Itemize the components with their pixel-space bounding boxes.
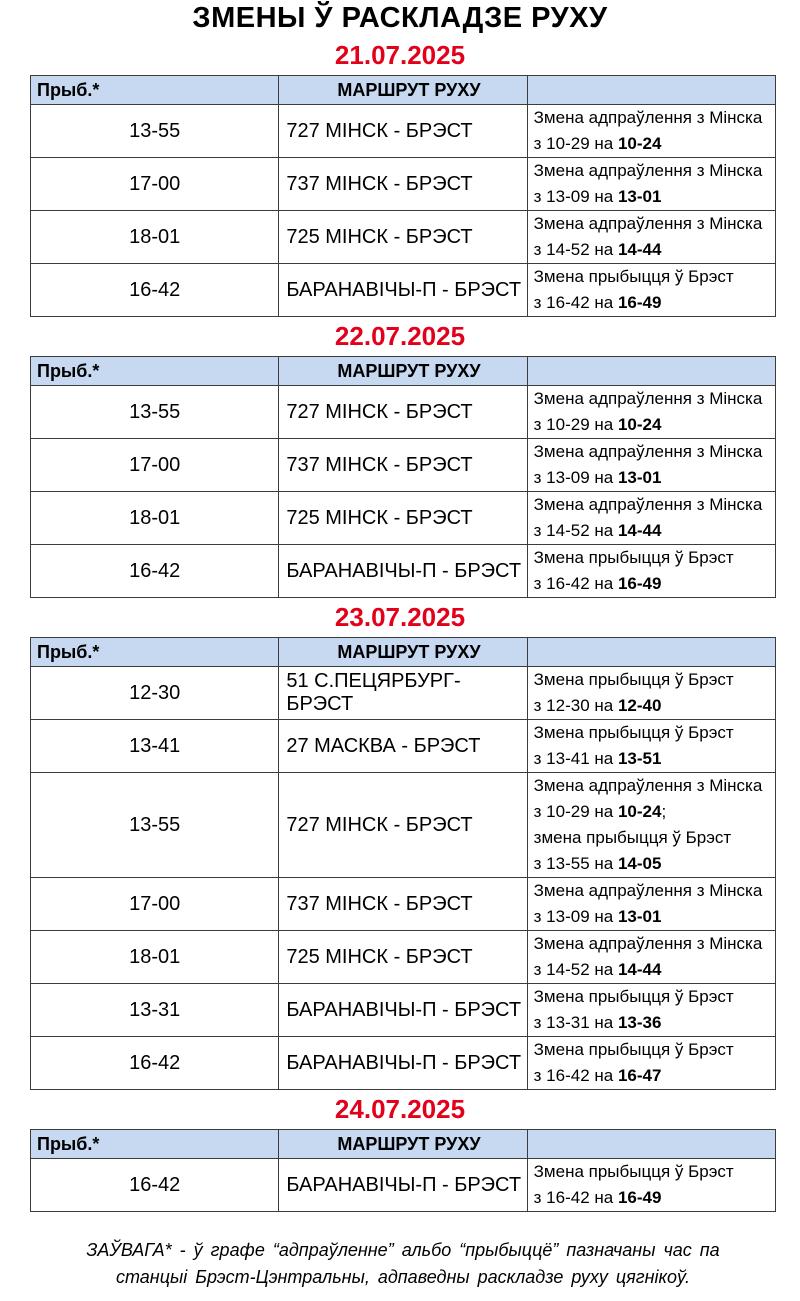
change-line xyxy=(534,465,775,491)
date-heading: 23.07.2025 xyxy=(334,602,466,632)
change-line xyxy=(534,720,775,746)
new-time: 16-49 xyxy=(617,293,662,312)
table-row xyxy=(31,158,776,211)
change-line xyxy=(534,386,775,412)
change-text: Змена адпраўлення з Мінска xyxy=(533,934,763,953)
change-line xyxy=(534,931,775,957)
date-heading: 21.07.2025 xyxy=(334,40,466,70)
change-text: Змена прыбыцця ў Брэст xyxy=(533,1040,734,1059)
table-row xyxy=(31,545,776,598)
change-line xyxy=(534,851,775,877)
change-description xyxy=(527,105,775,158)
new-time: 16-47 xyxy=(617,1066,662,1085)
route-name: 737 МІНСК - БРЭСТ xyxy=(279,878,527,931)
table-row xyxy=(31,264,776,317)
change-line xyxy=(534,799,775,825)
table-header-row xyxy=(31,76,776,105)
change-line xyxy=(534,158,775,184)
change-line xyxy=(534,984,775,1010)
change-description xyxy=(527,984,775,1037)
table-row xyxy=(31,931,776,984)
route-name: 725 МІНСК - БРЭСТ xyxy=(279,492,527,545)
footnote xyxy=(30,1237,776,1291)
arrival-time: 16-42 xyxy=(31,264,279,317)
arrival-time: 13-55 xyxy=(31,105,279,158)
change-line xyxy=(534,571,775,597)
change-text: з 10-29 на xyxy=(533,802,618,821)
table-header-row xyxy=(31,638,776,667)
header-arrival: Прыб.* xyxy=(31,76,279,105)
arrival-time: 16-42 xyxy=(31,1159,279,1212)
change-line xyxy=(534,1010,775,1036)
new-time: 10-24 xyxy=(617,415,662,434)
change-description xyxy=(527,773,775,878)
new-time: 10-24 xyxy=(617,134,662,153)
header-change xyxy=(527,76,775,105)
change-line xyxy=(534,492,775,518)
table-row xyxy=(31,386,776,439)
change-description xyxy=(527,211,775,264)
change-description xyxy=(527,492,775,545)
table-row xyxy=(31,439,776,492)
schedule-table xyxy=(30,637,776,1090)
route-name: 51 С.ПЕЦЯРБУРГ- БРЭСТ xyxy=(279,667,527,720)
change-line xyxy=(534,518,775,544)
change-text: Змена адпраўлення з Мінска xyxy=(533,881,763,900)
table-row xyxy=(31,1037,776,1090)
footnote-line-2: станцыі Брэст-Цэнтральны, адпаведны раскладзе руху цягнікоў. xyxy=(115,1267,691,1287)
table-row xyxy=(31,1159,776,1212)
change-line xyxy=(534,131,775,157)
change-text: Змена адпраўлення з Мінска xyxy=(533,108,763,127)
change-text: з 13-09 на xyxy=(533,187,618,206)
change-text: Змена прыбыцця ў Брэст xyxy=(533,548,734,567)
table-row xyxy=(31,211,776,264)
change-line xyxy=(534,746,775,772)
header-route: МАРШРУТ РУХУ xyxy=(279,357,527,386)
change-line xyxy=(534,1185,775,1211)
route-name: БАРАНАВІЧЫ-П - БРЭСТ xyxy=(279,545,527,598)
change-description xyxy=(527,1159,775,1212)
route-name: 725 МІНСК - БРЭСТ xyxy=(279,211,527,264)
change-description xyxy=(527,931,775,984)
header-arrival: Прыб.* xyxy=(31,357,279,386)
date-heading: 22.07.2025 xyxy=(334,321,466,351)
header-change xyxy=(527,638,775,667)
arrival-time: 13-55 xyxy=(31,773,279,878)
arrival-time: 17-00 xyxy=(31,158,279,211)
change-text: Змена прыбыцця ў Брэст xyxy=(533,267,734,286)
change-line xyxy=(534,878,775,904)
route-name: 725 МІНСК - БРЭСТ xyxy=(279,931,527,984)
change-text: змена прыбыцця ў Брэст xyxy=(533,828,732,847)
table-row xyxy=(31,773,776,878)
change-text: з 14-52 на xyxy=(533,960,618,979)
change-text: з 14-52 на xyxy=(533,521,618,540)
change-text: з 16-42 на xyxy=(533,293,618,312)
change-suffix: ; xyxy=(661,802,667,821)
change-description xyxy=(527,264,775,317)
change-line xyxy=(534,667,775,693)
change-line xyxy=(534,237,775,263)
arrival-time: 16-42 xyxy=(31,545,279,598)
change-text: з 14-52 на xyxy=(533,240,618,259)
change-line xyxy=(534,264,775,290)
new-time: 16-49 xyxy=(617,1188,662,1207)
table-row xyxy=(31,984,776,1037)
route-name: 737 МІНСК - БРЭСТ xyxy=(279,439,527,492)
arrival-time: 12-30 xyxy=(31,667,279,720)
header-arrival: Прыб.* xyxy=(31,638,279,667)
change-line xyxy=(534,1159,775,1185)
new-time: 10-24 xyxy=(617,802,662,821)
arrival-time: 17-00 xyxy=(31,878,279,931)
header-route: МАРШРУТ РУХУ xyxy=(279,1130,527,1159)
change-line xyxy=(534,545,775,571)
arrival-time: 18-01 xyxy=(31,492,279,545)
change-text: з 16-42 на xyxy=(533,574,618,593)
change-text: Змена прыбыцця ў Брэст xyxy=(533,1162,734,1181)
change-description xyxy=(527,1037,775,1090)
change-text: з 16-42 на xyxy=(533,1066,618,1085)
header-change xyxy=(527,357,775,386)
change-line xyxy=(534,773,775,799)
schedule-table xyxy=(30,356,776,598)
new-time: 14-44 xyxy=(617,521,662,540)
route-name: 727 МІНСК - БРЭСТ xyxy=(279,105,527,158)
arrival-time: 16-42 xyxy=(31,1037,279,1090)
change-line xyxy=(534,105,775,131)
change-text: Змена адпраўлення з Мінска xyxy=(533,214,763,233)
change-line xyxy=(534,904,775,930)
change-line xyxy=(534,1063,775,1089)
change-line xyxy=(534,693,775,719)
change-description xyxy=(527,667,775,720)
new-time: 14-44 xyxy=(617,240,662,259)
change-line xyxy=(534,412,775,438)
route-name: 737 МІНСК - БРЭСТ xyxy=(279,158,527,211)
change-line xyxy=(534,290,775,316)
new-time: 13-36 xyxy=(617,1013,662,1032)
header-change xyxy=(527,1130,775,1159)
header-route: МАРШРУТ РУХУ xyxy=(279,76,527,105)
change-text: Змена адпраўлення з Мінска xyxy=(533,442,763,461)
route-name: БАРАНАВІЧЫ-П - БРЭСТ xyxy=(279,1037,527,1090)
date-heading: 24.07.2025 xyxy=(334,1094,466,1124)
change-text: Змена адпраўлення з Мінска xyxy=(533,495,763,514)
change-text: з 13-09 на xyxy=(533,468,618,487)
change-description xyxy=(527,545,775,598)
table-header-row xyxy=(31,357,776,386)
change-description xyxy=(527,386,775,439)
arrival-time: 18-01 xyxy=(31,931,279,984)
change-description xyxy=(527,720,775,773)
change-description xyxy=(527,878,775,931)
new-time: 16-49 xyxy=(617,574,662,593)
change-text: Змена адпраўлення з Мінска xyxy=(533,389,763,408)
arrival-time: 17-00 xyxy=(31,439,279,492)
arrival-time: 18-01 xyxy=(31,211,279,264)
new-time: 14-44 xyxy=(617,960,662,979)
route-name: БАРАНАВІЧЫ-П - БРЭСТ xyxy=(279,264,527,317)
route-name: 727 МІНСК - БРЭСТ xyxy=(279,773,527,878)
route-name: 727 МІНСК - БРЭСТ xyxy=(279,386,527,439)
change-text: з 13-55 на xyxy=(533,854,618,873)
arrival-time: 13-55 xyxy=(31,386,279,439)
change-text: з 13-09 на xyxy=(533,907,618,926)
route-name: 27 МАСКВА - БРЭСТ xyxy=(279,720,527,773)
new-time: 13-51 xyxy=(617,749,662,768)
new-time: 13-01 xyxy=(617,468,662,487)
new-time: 12-40 xyxy=(617,696,662,715)
header-route: МАРШРУТ РУХУ xyxy=(279,638,527,667)
new-time: 14-05 xyxy=(617,854,662,873)
route-name: БАРАНАВІЧЫ-П - БРЭСТ xyxy=(279,1159,527,1212)
change-line xyxy=(534,957,775,983)
change-line xyxy=(534,211,775,237)
change-text: з 13-31 на xyxy=(533,1013,618,1032)
table-row xyxy=(31,667,776,720)
change-description xyxy=(527,439,775,492)
change-text: з 12-30 на xyxy=(533,696,618,715)
change-text: Змена адпраўлення з Мінска xyxy=(533,776,763,795)
change-text: Змена прыбыцця ў Брэст xyxy=(533,987,734,1006)
days-container xyxy=(0,36,800,1212)
footnote-line-1: ЗАЎВАГА* - ў графе “адпраўленне” альбо “прыбыццё” пазначаны час па xyxy=(86,1240,720,1260)
page-title: ЗМЕНЫ Ў РАСКЛАДЗЕ РУХУ xyxy=(192,2,608,34)
change-line xyxy=(534,439,775,465)
table-row xyxy=(31,720,776,773)
arrival-time: 13-41 xyxy=(31,720,279,773)
change-text: з 10-29 на xyxy=(533,415,618,434)
new-time: 13-01 xyxy=(617,907,662,926)
change-text: Змена прыбыцця ў Брэст xyxy=(533,723,734,742)
change-text: з 16-42 на xyxy=(533,1188,618,1207)
change-line xyxy=(534,1037,775,1063)
table-row xyxy=(31,105,776,158)
header-arrival: Прыб.* xyxy=(31,1130,279,1159)
route-name: БАРАНАВІЧЫ-П - БРЭСТ xyxy=(279,984,527,1037)
new-time: 13-01 xyxy=(617,187,662,206)
change-text: Змена адпраўлення з Мінска xyxy=(533,161,763,180)
schedule-table xyxy=(30,1129,776,1212)
change-text: з 13-41 на xyxy=(533,749,618,768)
arrival-time: 13-31 xyxy=(31,984,279,1037)
change-text: Змена прыбыцця ў Брэст xyxy=(533,670,734,689)
change-description xyxy=(527,158,775,211)
table-row xyxy=(31,878,776,931)
table-row xyxy=(31,492,776,545)
change-text: з 10-29 на xyxy=(533,134,618,153)
change-line xyxy=(534,825,775,851)
table-header-row xyxy=(31,1130,776,1159)
schedule-table xyxy=(30,75,776,317)
change-line xyxy=(534,184,775,210)
